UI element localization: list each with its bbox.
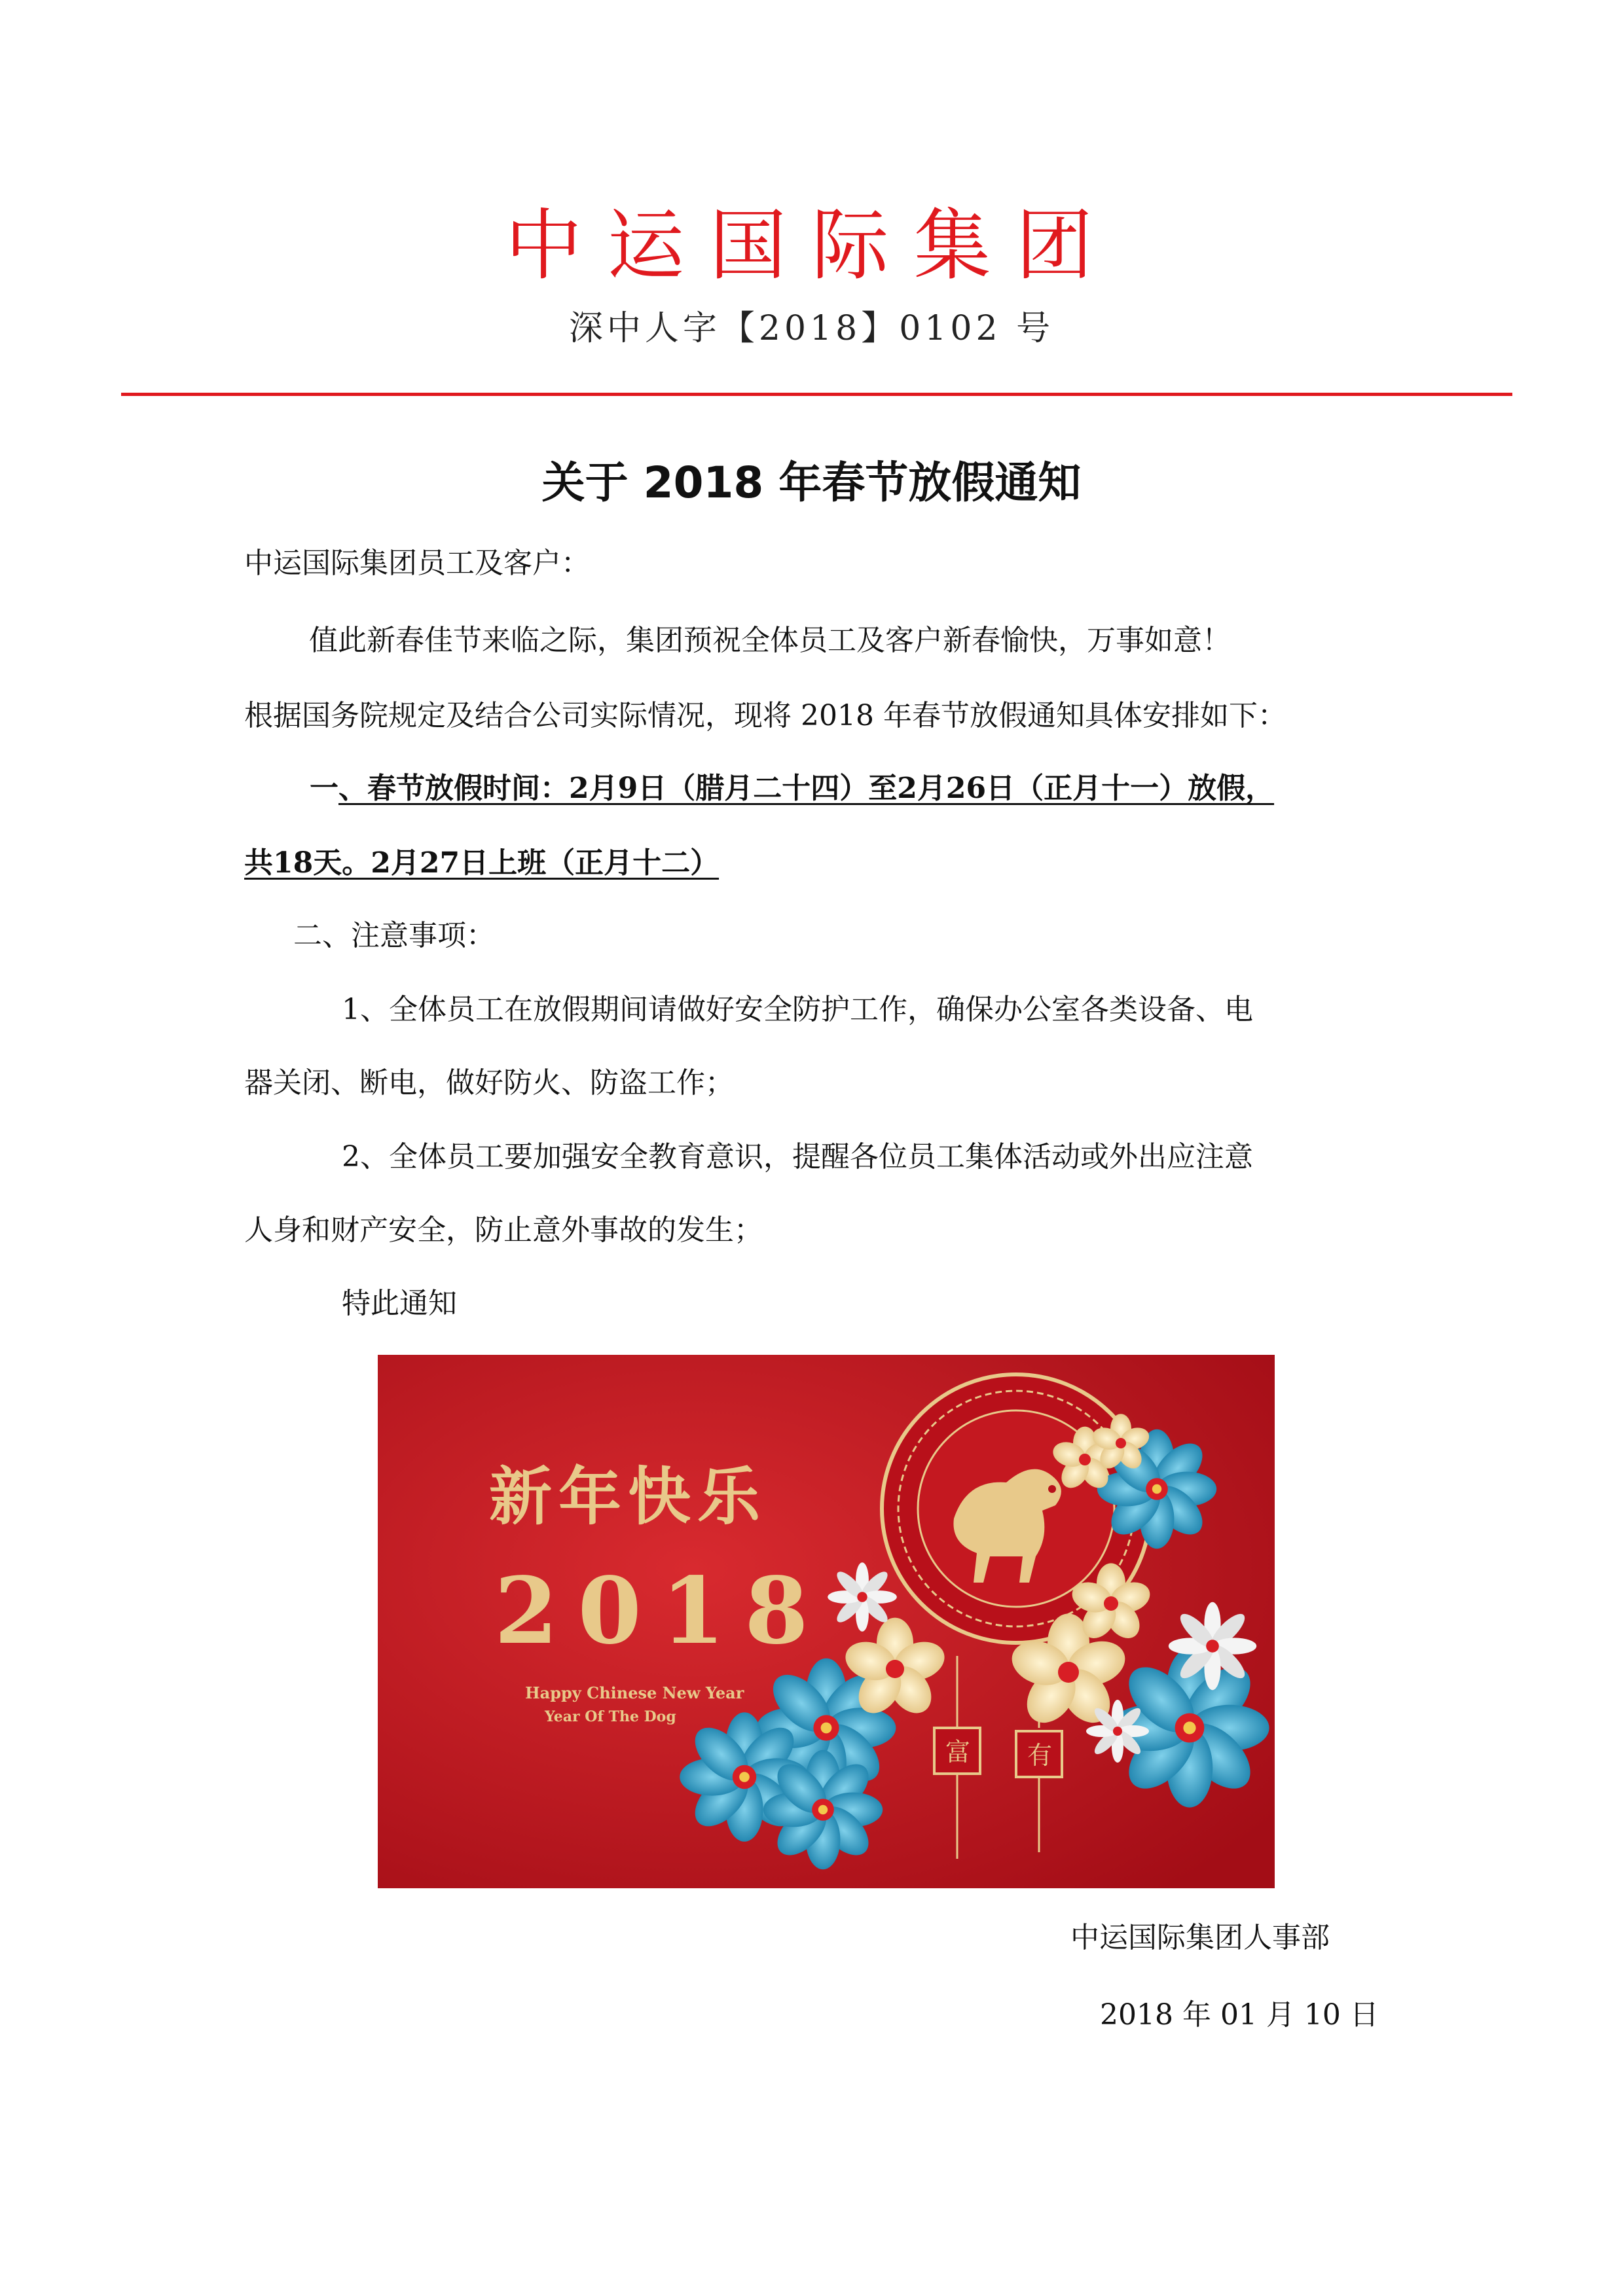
notice-title: 关于 2018 年春节放假通知: [541, 457, 1082, 508]
banner-headline: 新年快乐: [489, 1460, 767, 1534]
charm-right-text: 有: [1027, 1741, 1053, 1770]
item2-line-2: 人身和财产安全，防止意外事故的发生；: [244, 1213, 763, 1247]
section1-number: 一: [310, 772, 338, 805]
item2-line-1: 2、全体员工要加强安全教育意识，提醒各位员工集体活动或外出应注意: [342, 1140, 1253, 1174]
charm-left-text: 富: [945, 1738, 971, 1767]
section1-return-date: 共18天。2月27日上班（正月十二）: [244, 846, 720, 880]
salutation: 中运国际集团员工及客户：: [244, 547, 590, 580]
greeting-paragraph: 值此新春佳节来临之际，集团预祝全体员工及客户新春愉快，万事如意！: [309, 624, 1231, 657]
intro-paragraph: 根据国务院规定及结合公司实际情况，现将 2018 年春节放假通知具体安排如下：: [244, 699, 1286, 732]
holiday-period-line-2: [244, 840, 719, 886]
item1-line-1: 1、全体员工在放假期间请做好安全防护工作，确保办公室各类设备、电: [342, 993, 1253, 1026]
holiday-period-line-1: [310, 766, 1274, 812]
issue-date: 2018 年 01 月 10 日: [1100, 1998, 1379, 2032]
section2-heading: 二、注意事项：: [293, 919, 495, 952]
issuing-department: 中运国际集团人事部: [1070, 1921, 1330, 1954]
banner-english-line-2: Year Of The Dog: [545, 1708, 676, 1725]
organization-title: 中运国际集团: [505, 200, 1118, 291]
item1-line-2: 器关闭、断电，做好防火、防盗工作；: [244, 1066, 734, 1100]
header-divider: [121, 393, 1512, 396]
closing-remark: 特此通知: [342, 1287, 457, 1320]
new-year-banner: [378, 1355, 1275, 1888]
banner-year: 2018: [494, 1558, 828, 1665]
section1-holiday-dates: 、春节放假时间：2月9日（腊月二十四）至2月26日（正月十一）放假，: [338, 772, 1275, 805]
banner-english-line-1: Happy Chinese New Year: [525, 1683, 744, 1702]
document-number: 深中人字【2018】0102 号: [568, 309, 1055, 348]
